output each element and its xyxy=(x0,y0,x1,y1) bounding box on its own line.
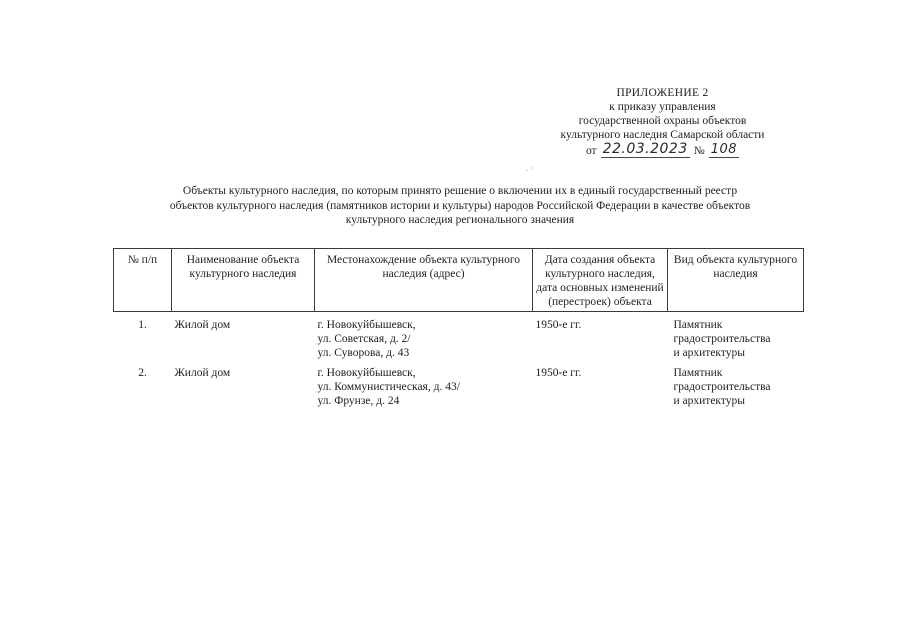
number-prefix: № xyxy=(693,145,705,157)
address-line: г. Новокуйбышевск, xyxy=(317,319,416,331)
address-line: ул. Суворова, д. 43 xyxy=(317,347,410,359)
cell-address xyxy=(315,312,533,361)
address-line: ул. Коммунистическая, д. 43/ xyxy=(317,381,460,393)
appendix-header xyxy=(520,86,805,158)
cell-name: Жилой дом xyxy=(174,367,231,379)
address-line: г. Новокуйбышевск, xyxy=(317,367,416,379)
kind-line: и архитектуры xyxy=(673,395,745,407)
cell-kind xyxy=(668,360,804,408)
header-kind: Вид объекта культурного наследия xyxy=(668,249,804,312)
table-row xyxy=(114,312,804,361)
table-header-row xyxy=(114,249,804,312)
cell-name: Жилой дом xyxy=(174,319,231,331)
table-row xyxy=(114,360,804,408)
document-title-line-3: культурного наследия регионального значения xyxy=(345,214,575,226)
document-title xyxy=(110,184,810,228)
appendix-line-department: государственной охраны объектов xyxy=(578,115,747,127)
kind-line: градостроительства xyxy=(673,333,771,345)
kind-line: и архитектуры xyxy=(673,347,745,359)
cell-date: 1950-е гг. xyxy=(535,319,582,331)
header-date: Дата создания объекта культурного наследия, дата основных изменений (перестроек) объекта xyxy=(533,249,668,312)
handwritten-date: 22.03.2023 xyxy=(602,141,688,157)
header-number: № п/п xyxy=(114,249,172,312)
kind-line: градостроительства xyxy=(673,381,771,393)
header-address: Местонахождение объекта культурного наследия (адрес) xyxy=(315,249,533,312)
table-body xyxy=(114,312,804,409)
appendix-line-region: культурного наследия Самарской области xyxy=(560,129,765,141)
kind-line: Памятник xyxy=(673,319,723,331)
appendix-date-line xyxy=(520,142,805,158)
cell-number: 2. xyxy=(138,367,147,379)
header-name: Наименование объекта культурного наследия xyxy=(172,249,315,312)
appendix-title: ПРИЛОЖЕНИЕ 2 xyxy=(616,87,709,99)
cell-kind xyxy=(668,312,804,361)
heritage-objects-table xyxy=(113,248,804,408)
address-line: ул. Советская, д. 2/ xyxy=(317,333,411,345)
address-line: ул. Фрунзе, д. 24 xyxy=(317,395,400,407)
kind-line: Памятник xyxy=(673,367,723,379)
appendix-line-order: к приказу управления xyxy=(609,101,716,113)
cell-address xyxy=(315,360,533,408)
document-title-line-1: Объекты культурного наследия, по которым принято решение о включении их в единый государственный реестр xyxy=(182,185,738,197)
cell-date: 1950-е гг. xyxy=(535,367,582,379)
scan-speck: . · xyxy=(526,164,533,173)
handwritten-number: 108 xyxy=(710,142,738,157)
table-header xyxy=(114,249,804,312)
document-title-line-2: объектов культурного наследия (памятников истории и культуры) народов Российской Федерации в качестве объектов xyxy=(169,199,751,212)
date-prefix: от xyxy=(585,145,597,157)
cell-number: 1. xyxy=(138,319,147,331)
